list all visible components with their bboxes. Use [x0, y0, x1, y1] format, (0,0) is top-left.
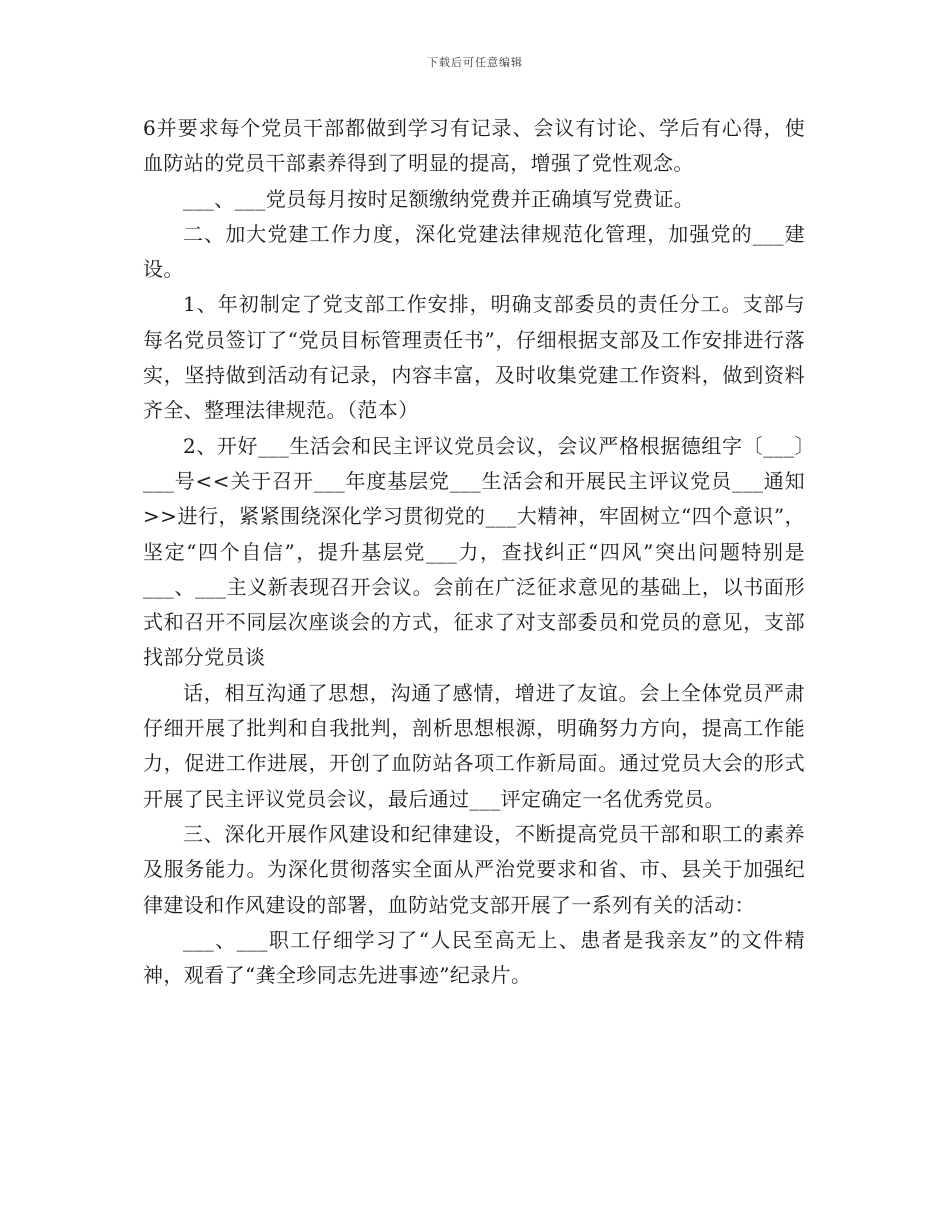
paragraph-4: 1、年初制定了党支部工作安排，明确支部委员的责任分工。支部与每名党员签订了“党员目标管理责任书”，仔细根据支部及工作安排进行落实，坚持做到活动有记录，内容丰富，及时收集党建工作资料，做到资料齐全、整理法律规范。（范本）	[143, 292, 805, 423]
paragraph-6: 话，相互沟通了思想，沟通了感情，增进了友谊。会上全体党员严肃仔细开展了批判和自我批判，剖析思想根源，明确努力方向，提高工作能力，促进工作进展，开创了血防站各项工作新局面。通过党员大会的形式开展了民主评议党员会议，最后通过___评定确定一名优秀党员。	[143, 680, 805, 811]
document-body	[143, 111, 805, 993]
paragraph-1: 6并要求每个党员干部都做到学习有记录、会议有讨论、学后有心得，使血防站的党员干部素养得到了明显的提高，增强了党性观念。	[143, 116, 805, 176]
paragraph-7: 三、深化开展作风建设和纪律建设，不断提高党员干部和职工的素养及服务能力。为深化贯彻落实全面从严治党要求和省、市、县关于加强纪律建设和作风建设的部署，血防站党支部开展了一系列有关的活动：	[143, 821, 805, 917]
paragraph-3: 二、加大党建工作力度，深化党建法律规范化管理，加强党的___建设。	[143, 221, 805, 282]
page-header: 下载后可任意编辑	[427, 56, 523, 69]
paragraph-5: 2、开好___生活会和民主评议党员会议，会议严格根据德组字〔___〕___号<<关于召开___年度基层党___生活会和开展民主评议党员___通知>>进行，紧紧围绕深化学习贯彻党的___大精神，牢固树立“四个意识”，坚定“四个自信”，提升基层党___力，查找纠正“四风”突出问题特别是___、___主义新表现召开会议。会前在广泛征求意见的基础上，以书面形式和召开不同层次座谈会的方式，征求了对支部委员和党员的意见，支部找部分党员谈	[143, 433, 805, 670]
paragraph-2: ___、___党员每月按时足额缴纳党费并正确填写党费证。	[183, 186, 695, 211]
paragraph-8: ___、___职工仔细学习了“人民至高无上、患者是我亲友”的文件精神，观看了“龚全珍同志先进事迹”纪录片。	[143, 927, 805, 988]
